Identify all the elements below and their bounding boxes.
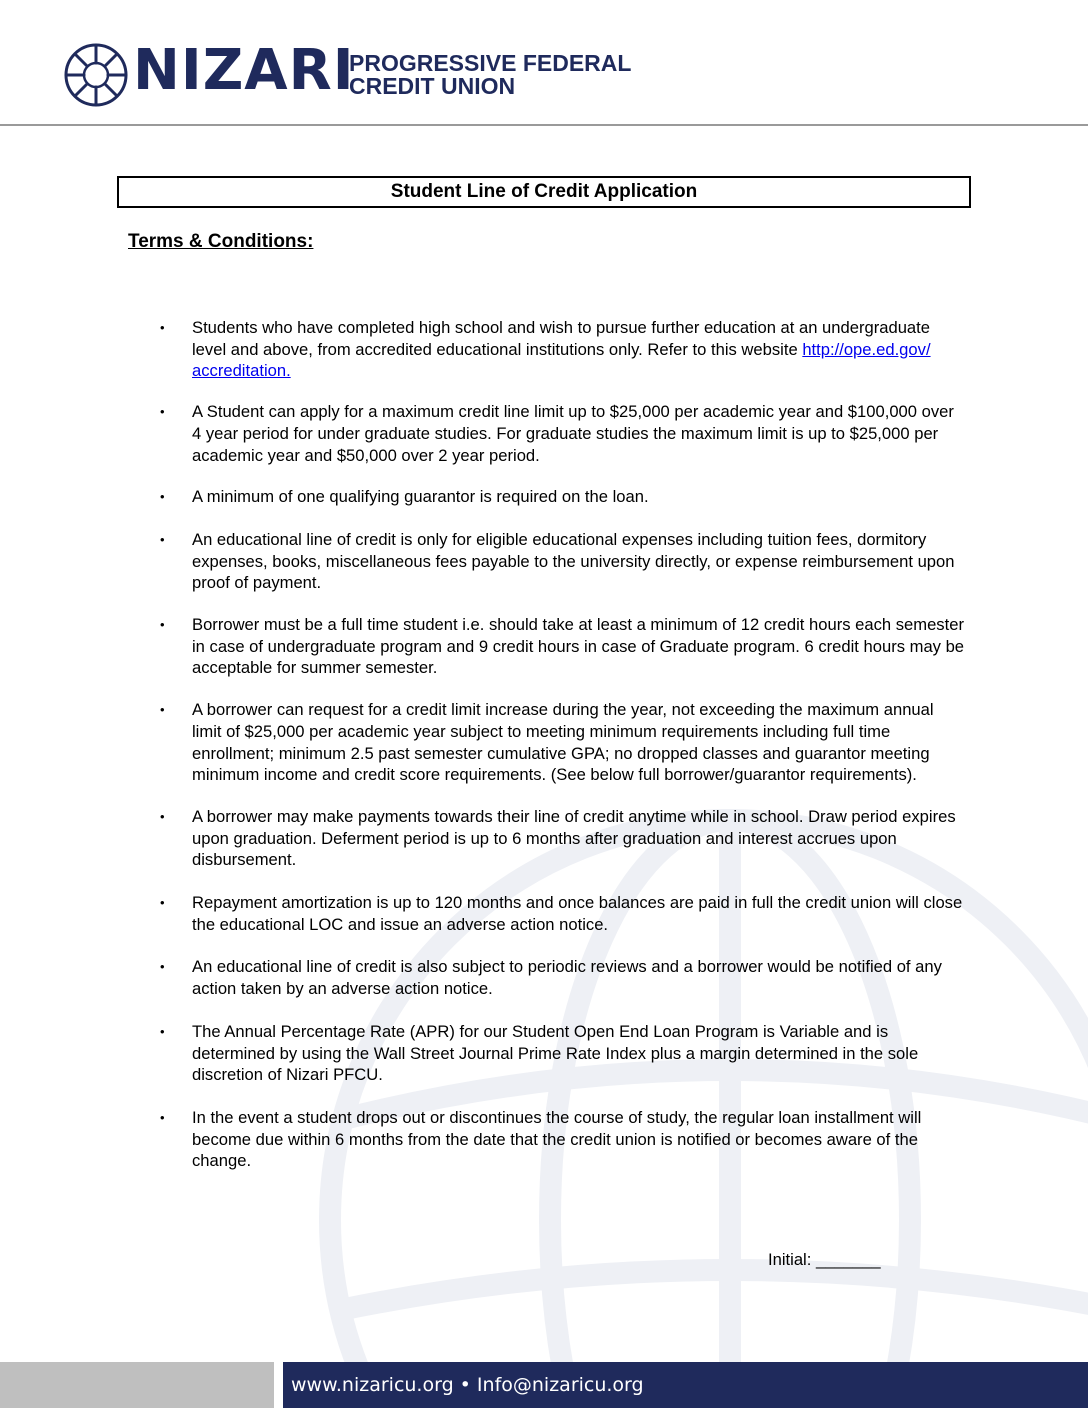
accreditation-link[interactable]: http://ope.ed.gov/ accreditation. [192,339,931,381]
term-item [160,614,965,679]
term-item [160,806,965,871]
term-text: An educational line of credit is also subject to periodic reviews and a borrower would be notified of any action taken by an adverse action notice. [192,957,942,999]
term-text: An educational line of credit is only for eligible educational expenses including tuition fees, dormitory expenses, books, miscellaneous fees payable to the university directly, or expense reimbursement upon proof of payment. [192,529,955,593]
term-text: A minimum of one qualifying guarantor is required on the loan. [192,487,649,507]
bullet-icon: • [160,895,165,911]
logo-subtitle [349,52,631,98]
bullet-icon: • [160,1109,165,1125]
term-item [160,1021,965,1086]
logo-wordmark: NIZARI [133,38,355,103]
bullet-icon: • [160,959,165,975]
letterhead [0,0,1088,126]
bullet-icon: • [160,1023,165,1039]
term-item [160,529,965,594]
section-heading: Terms & Conditions: [128,231,314,252]
term-item [160,956,965,999]
term-text: Students who have completed high school and wish to pursue further education at an undergraduate level and above, from accredited educational institutions only. Refer to this website [192,318,930,359]
term-item [160,1107,965,1172]
term-item [160,892,965,935]
footer-contact-bar [283,1362,1088,1408]
bullet-icon: • [160,320,165,335]
document-title: Student Line of Credit Application [117,176,971,208]
term-text: Borrower must be a full time student i.e. should take at least a minimum of 12 credit hours each semester in case of undergraduate program and 9 credit hours in case of Graduate program. 6 credit hours may be acceptable for summer semester. [192,615,965,678]
bullet-icon: • [160,531,165,547]
logo-subtitle-line-1: PROGRESSIVE FEDERAL [349,50,632,76]
logo-hands-globe-icon [63,42,129,108]
bullet-icon: • [160,702,165,718]
term-item [160,317,965,382]
term-item [160,401,965,466]
term-text: A Student can apply for a maximum credit line limit up to $25,000 per academic year and $100,000 over 4 year period for under graduate studies. For graduate studies the maximum limit is up to $25,000 per academic year and $50,000 over 2 year period. [192,402,954,465]
logo-subtitle-line-2: CREDIT UNION [349,73,516,99]
term-text: Repayment amortization is up to 120 months and once balances are paid in full the credit union will close the educational LOC and issue an adverse action notice. [192,893,963,934]
term-text: A borrower may make payments towards their line of credit anytime while in school. Draw period expires upon graduation. Deferment period is up to 6 months after graduation and interest accrues upon disbursement. [192,806,956,870]
footer-contact: www.nizaricu.org • Info@nizaricu.org [291,1374,644,1396]
footer-gray-block [0,1362,274,1408]
term-text: A borrower can request for a credit limit increase during the year, not exceeding the maximum annual limit of $25,000 per academic year subject to meeting minimum requirements including full time enrollment; minimum 2.5 past semester cumulative GPA; no dropped classes and guarantor meeting minimum income and credit score requirements. (See below full borrower/guarantor requirements). [192,700,934,785]
terms-list [160,296,965,1172]
bullet-icon: • [160,617,165,633]
bullet-icon: • [160,404,165,420]
bullet-icon: • [160,808,165,824]
bullet-icon: • [160,489,165,505]
header-divider [0,124,1088,126]
term-item [160,699,965,786]
term-text: The Annual Percentage Rate (APR) for our Student Open End Loan Program is Variable and is determined by using the Wall Street Journal Prime Rate Index plus a margin determined in the sole discretion of Nizari PFCU. [192,1021,919,1085]
term-item [160,486,965,508]
initial-field[interactable]: Initial: _______ [768,1250,881,1269]
term-text: In the event a student drops out or discontinues the course of study, the regular loan installment will become due within 6 months from the date that the credit union is notified or becomes aware of the change. [192,1107,922,1171]
